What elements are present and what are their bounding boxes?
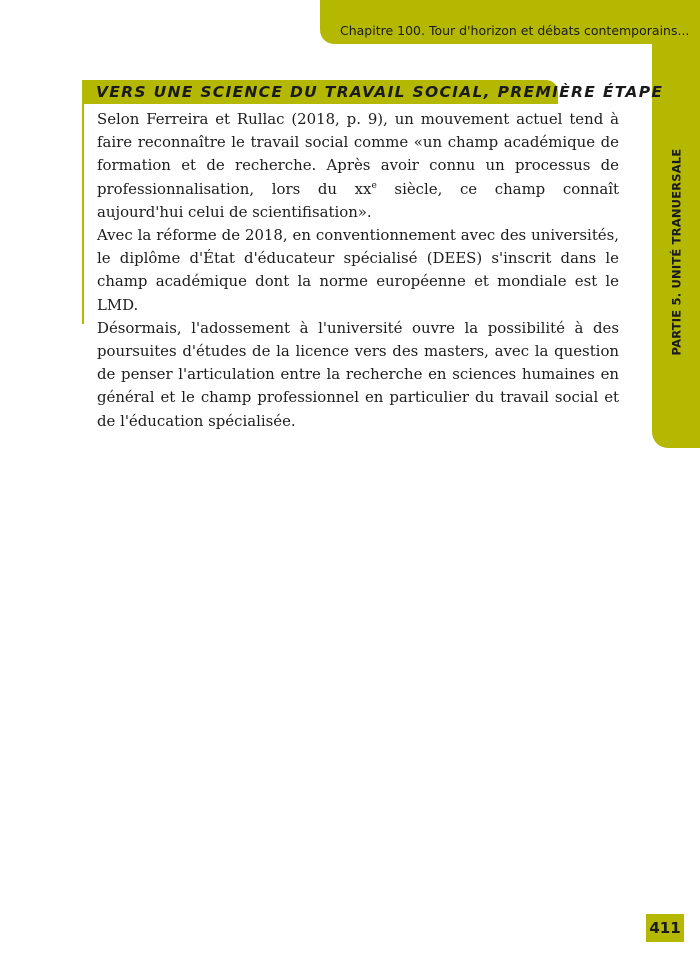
section-title: VERS UNE SCIENCE DU TRAVAIL SOCIAL, PREMIÈRE ÉTAPE xyxy=(96,83,664,101)
chapter-title: Chapitre 100. Tour d'horizon et débats contemporains... xyxy=(340,23,690,38)
side-tab-label: PARTIE 5. UNITÉ TRANUERSALE xyxy=(669,148,683,356)
body-text xyxy=(97,108,619,433)
paragraph-3: Désormais, l'adossement à l'université ouvre la possibilité à des poursuites d'études de la licence vers des masters, avec la question de penser l'articulation entre la recherche en sciences humaines en général et le champ professionnel en particulier du travail social et de l'éducation spécialisée. xyxy=(97,318,619,430)
paragraph-1-part-b: siècle, ce champ connaît aujourd'hui celui de scientifisation». xyxy=(97,179,619,221)
century-superscript: e xyxy=(371,180,377,191)
paragraph-1-part-a: Selon Ferreira et Rullac (2018, p. 9), un mouvement actuel tend à faire reconnaître le travail social comme «un champ académique de formation et de recherche. Après avoir connu un processus de professionnalisation, lors du xx xyxy=(97,110,619,198)
paragraph-2: Avec la réforme de 2018, en conventionnement avec des universités, le diplôme d'État d'éducateur spécialisé (DEES) s'inscrit dans le champ académique dont la norme européenne et mondiale est le LMD. xyxy=(97,226,619,314)
section-left-rule xyxy=(82,104,84,324)
page-number: 411 xyxy=(646,914,684,942)
paragraph-1 xyxy=(97,108,619,224)
side-tab-label-wrap xyxy=(664,148,688,356)
